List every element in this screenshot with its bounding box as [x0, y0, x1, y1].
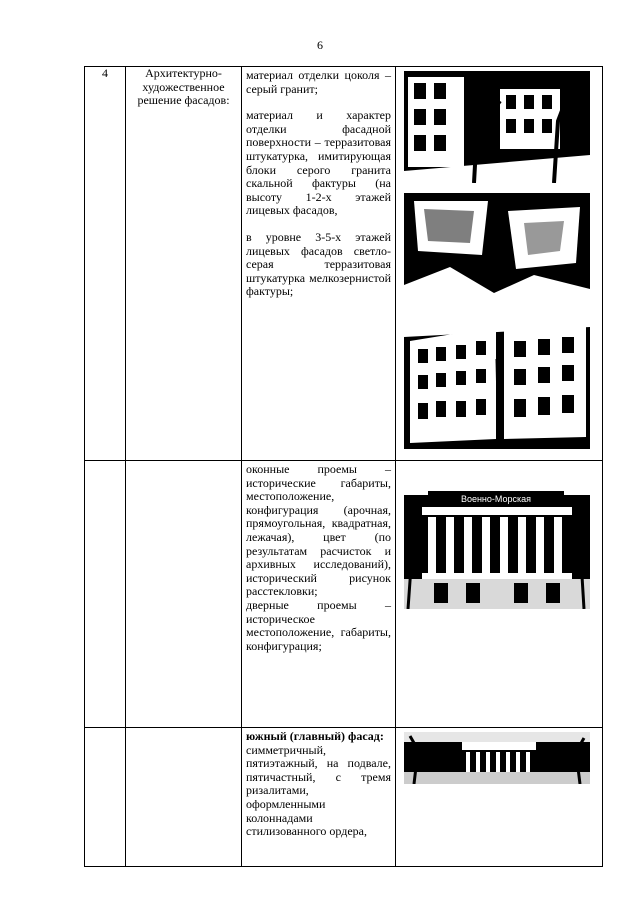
photo-corner-facade: [404, 319, 590, 449]
row-number-cell: [85, 461, 126, 728]
row-name-cell: [126, 67, 242, 461]
paragraph-facade-surface: материал и характер отделки фасадной поверхности – терразитовая штукатурка, имитирующая блоки серого гранита скальной фактуры (на высоту 1-2-х этажей лицевых фасадов,: [246, 108, 391, 218]
row-photo-cell: [396, 461, 603, 728]
page-number: 6: [317, 38, 323, 52]
row-description-cell: [242, 728, 396, 867]
subject-protection-table: [84, 66, 603, 867]
row-photo-cell: [396, 728, 603, 867]
paragraph-upper-floors: в уровне 3-5-х этажей лицевых фасадов светло-серая терразитовая штукатурка мелкозернистой фактуры;: [246, 229, 391, 299]
row-name-cell: [126, 461, 242, 728]
row-photo-cell: [396, 67, 603, 461]
paragraph-plinth: материал отделки цоколя – серый гранит;: [246, 68, 391, 96]
south-facade-heading: южный (главный) фасад:: [246, 729, 384, 743]
row-number: 4: [102, 66, 108, 80]
paragraph-door-openings: дверные проемы – историческое местоположение, габариты, конфигурация;: [246, 597, 391, 653]
photo-main-entrance-colonnade: [404, 473, 590, 609]
row-name: Архитектурно-художественное решение фасадов:: [137, 66, 230, 108]
paragraph-south-facade: симметричный, пятиэтажный, на подвале, пятичастный, с тремя ризалитами, оформленными колоннадами стилизованного ордера,: [246, 742, 391, 839]
row-number-cell: [85, 728, 126, 867]
photo-south-facade: [404, 732, 590, 784]
row-name-cell: [126, 728, 242, 867]
photo-granite-blocks: [404, 193, 590, 305]
photo-sign-text: Военно-Морская: [460, 494, 532, 504]
row-description-cell: [242, 461, 396, 728]
photo-facade-with-trees: [404, 71, 590, 183]
row-description-cell: [242, 67, 396, 461]
table-row: [85, 67, 603, 461]
table-row: [85, 461, 603, 728]
paragraph-window-openings: оконные проемы – исторические габариты, местоположение, конфигурация (арочная, прямоугольная, квадратная, лежачая), цвет (по результатам расчисток и архивных исследований), исторический рисунок расстекловки;: [246, 462, 391, 599]
row-number-cell: [85, 67, 126, 461]
table-row: [85, 728, 603, 867]
